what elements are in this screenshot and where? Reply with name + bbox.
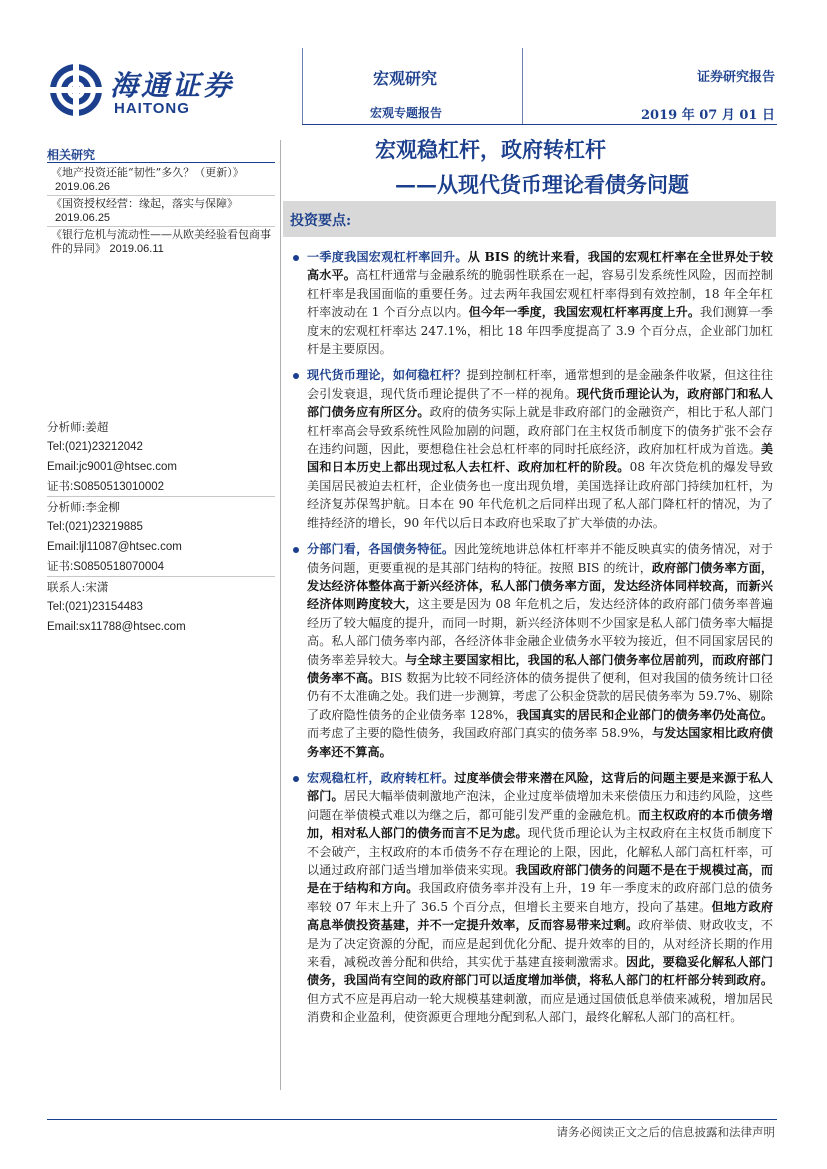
paragraph-text: 因此笼统地讲总体杠杆率并不能反映真实的债务情况，对于债务问题，更要重视的是其部门结构的特征。按照 BIS 的统计， [307,542,773,575]
paragraph-emphasis: 我国真实的居民和企业部门的债务率仍处高位。 [516,707,773,722]
report-type: 证券研究报告 [696,70,775,85]
paragraph-text: 08 年次贷危机的爆发导致美国居民被迫去杠杆，企业债务也一度出现负增，美国选择让政府部门持续加杠杆，为经济复苏保驾护航。日本在 90 年代危机之后同样出现了私人部门降杠杆的情况，为了维持经济的增长，90 年代以后日本政府也采取了扩大举债的办法。 [307,460,773,530]
bullet-icon [293,776,299,782]
related-research-list [47,166,275,256]
sidebar-rule [47,162,275,163]
related-item-title-text[interactable]: 《银行危机与流动性——从欧美经验看包商事件的异同》 [51,228,271,255]
paragraph-text: 现代货币理论认为主权政府在主权货币制度下不会破产，主权政府的本币债务不存在理论的上限，因此，化解私人部门高杠杆率，可以通过政府部门适当增加举债来实现。 [307,826,773,877]
key-points-bar [283,201,776,237]
paragraph-text: 政府的债务实际上就是非政府部门的金融资产，相比于私人部门杠杆率高会导致系统性风险加剧的问题，政府部门在主权货币制度下的债务扩张不会存在违约问题，因此，要想稳住社会总杠杆率的同时托底经济，政府加杠杆成为首选。 [307,405,773,457]
key-point-paragraph [293,769,773,1027]
header-rule [302,124,777,125]
paragraph-text: 高杠杆通常与金融系统的脆弱性联系在一起，容易引发系统性风险，因而控制杠杆率是我国面临的重要任务。过去两年我国宏观杠杆率得到有效控制，18 年全年杠杆率波动在 1 个百分点以内。 [307,268,773,320]
paragraph-emphasis: 现代货币理论认为，政府部门和私人部门债务应有所区分。 [307,386,773,420]
analyst-tel: Tel:(021)23212042 [47,441,143,453]
paragraph-text: 我们测算一季度末的宏观杠杆率达 247.1%，相比 18 年四季度提高了 3.9 个百分点，企业部门加杠杆是主要原因。 [307,305,773,357]
paragraph-lead: 宏观稳杠杆，政府转杠杆。 [307,770,455,785]
footer-disclaimer: 请务必阅读正文之后的信息披露和法律声明 [556,1125,775,1139]
paragraph-emphasis: 因此，要稳妥化解私人部门债务，我国尚有空间的政府部门可以适度增加举债，将私人部门的杠杆部分转到政府。 [307,955,773,988]
analyst-name: 联系人:宋潇 [47,580,109,594]
paragraph-text: BIS 数据为比较不同经济体的债务提供了便利，但对我国的债务统计口径仍有不太准确之处。我们进一步测算，考虑了公积金贷款的居民债务率为 59.7%、剔除了政府隐性债务的企业债务率 128%， [307,670,773,722]
report-date: 2019 年 07 月 01 日 [641,108,775,123]
analyst-cert: 证书:S0850518070004 [47,557,275,577]
paragraph-emphasis: 美国和日本历史上都出现过私人去杠杆、政府加杠杆的阶段。 [307,442,773,475]
related-item[interactable] [47,197,275,227]
related-item[interactable] [47,166,275,196]
analyst-name: 分析师:姜超 [47,420,109,434]
related-item-title[interactable]: 《国资授权经营：缘起，落实与保障》 [51,197,238,210]
analyst-card [47,577,275,637]
paragraph-emphasis: 过度举债会带来潜在风险，这背后的问题主要是来源于私人部门。 [307,770,773,804]
report-category: 宏观研究 [373,69,438,88]
analyst-tel: Tel:(021)23154483 [47,601,143,613]
bullet-icon [293,547,299,553]
column-divider [280,140,281,1090]
key-points-label: 投资要点: [290,213,352,229]
logo-text-en: HAITONG [114,100,190,117]
paragraph-text: 但方式不应是再启动一轮大规模基建刺激，而应是通过国债低息举债来减税，增加居民消费和企业盈利，使资源更合理地分配到私人部门，最终化解私人部门的高杠杆。 [307,991,773,1025]
paragraph-lead: 现代货币理论，如何稳杠杆？ [307,368,467,383]
header-divider-right [522,48,523,124]
analyst-email[interactable]: Email:sx11788@htsec.com [47,621,186,633]
haitong-logo [48,62,248,122]
paragraph-text: 提到控制杠杆率，通常想到的是金融条件收紧，但这往往会引发衰退，现代货币理论提供了不一样的视角。 [307,368,773,401]
paragraph-text: 居民大幅举债刺激地产泡沫，企业过度举债增加未来偿债压力和违约风险，这些问题在举债模式难以为继之后，都可能引发严重的金融危机。 [307,789,773,822]
related-item-title[interactable] [47,228,275,256]
report-subcategory: 宏观专题报告 [370,106,443,120]
report-subtitle: ——从现代货币理论看债务问题 [395,172,689,197]
paragraph-text: 而考虑了主要的隐性债务，我国政府部门真实的债务率 58.9%， [307,726,652,741]
logo-text-cn: 海通证券 [110,69,235,102]
paragraph-emphasis: 从 BIS 的统计来看，我国的宏观杠杆率在全世界处于较高水平。 [307,250,773,283]
analyst-email[interactable]: Email:jc9001@htsec.com [47,461,177,473]
analyst-card [47,497,275,577]
paragraph-emphasis: 但今年一季度，我国宏观杠杆率再度上升。 [468,305,700,320]
paragraph-emphasis: 与全球主要国家相比，我国的私人部门债务率位居前列，而政府部门债务率不高。 [307,652,773,685]
footer-rule [47,1119,777,1120]
analyst-card [47,417,275,497]
paragraph-emphasis: 与发达国家相比政府债务率还不算高。 [307,726,773,759]
paragraph-emphasis: 我国政府部门债务的问题不是在于规模过高，而是在于结构和方向。 [307,863,773,896]
analyst-email[interactable]: Email:ljl11087@htsec.com [47,541,182,553]
key-point-paragraph [293,366,773,532]
key-point-paragraph [293,540,773,761]
related-item-date: 2019.06.26 [55,181,111,193]
related-item-date: 2019.06.25 [55,212,111,224]
paragraph-lead: 一季度我国宏观杠杆率回升。 [307,250,468,264]
analyst-cert: 证书:S0850513010002 [47,477,275,497]
related-item[interactable] [47,228,275,256]
related-item-title[interactable]: 《地产投资还能“韧性”多久？（更新）》 [51,166,244,179]
related-research-heading: 相关研究 [47,148,96,162]
analyst-tel: Tel:(021)23219885 [47,521,143,533]
analyst-name: 分析师:李金柳 [47,500,120,514]
paragraph-text: 我国政府债务率并没有上升，19 年一季度末的政府部门总的债务率较 07 年末上升了 36.5 个百分点，但增长主要来自地方，投向了基建。 [307,881,773,914]
related-item-date: 2019.06.11 [109,243,164,255]
paragraph-text: 这主要是因为 08 年危机之后，发达经济体的政府部门债务率普遍经历了较大幅度的提升，而同一时期，新兴经济体则不少国家是私人部门债务率大幅提高。私人部门债务率内部，各经济体非金融企业债务水平较为接近，但不同国家居民的债务率差异较大。 [307,597,773,667]
key-points-body [293,245,773,1027]
analyst-list [47,417,275,637]
paragraph-emphasis: 政府部门债务率方面，发达经济体整体高于新兴经济体，私人部门债务率方面，发达经济体同样较高，而新兴经济体则跨度较大， [307,560,773,612]
key-point-paragraph [293,248,773,358]
report-title: 宏观稳杠杆，政府转杠杆 [375,137,606,162]
haitong-logo-mark-icon [48,62,104,118]
paragraph-emphasis: 而主权政府的本币债务增加，相对私人部门的债务而言不足为虑。 [307,807,773,841]
paragraph-text: 政府举债、财政收支，不是为了决定资源的分配，而应是起到优化分配、提升效率的目的，从对经济长期的作用来看，减税改善分配和供给，其实优于基建直接刺激需求。 [307,918,773,970]
bullet-icon [293,255,299,261]
paragraph-lead: 分部门看，各国债务特征。 [307,542,455,557]
header-divider-left [302,48,303,124]
paragraph-emphasis: 但地方政府高息举债投资基建，并不一定提升效率，反而容易带来过剩。 [307,899,773,933]
bullet-icon [293,373,299,379]
